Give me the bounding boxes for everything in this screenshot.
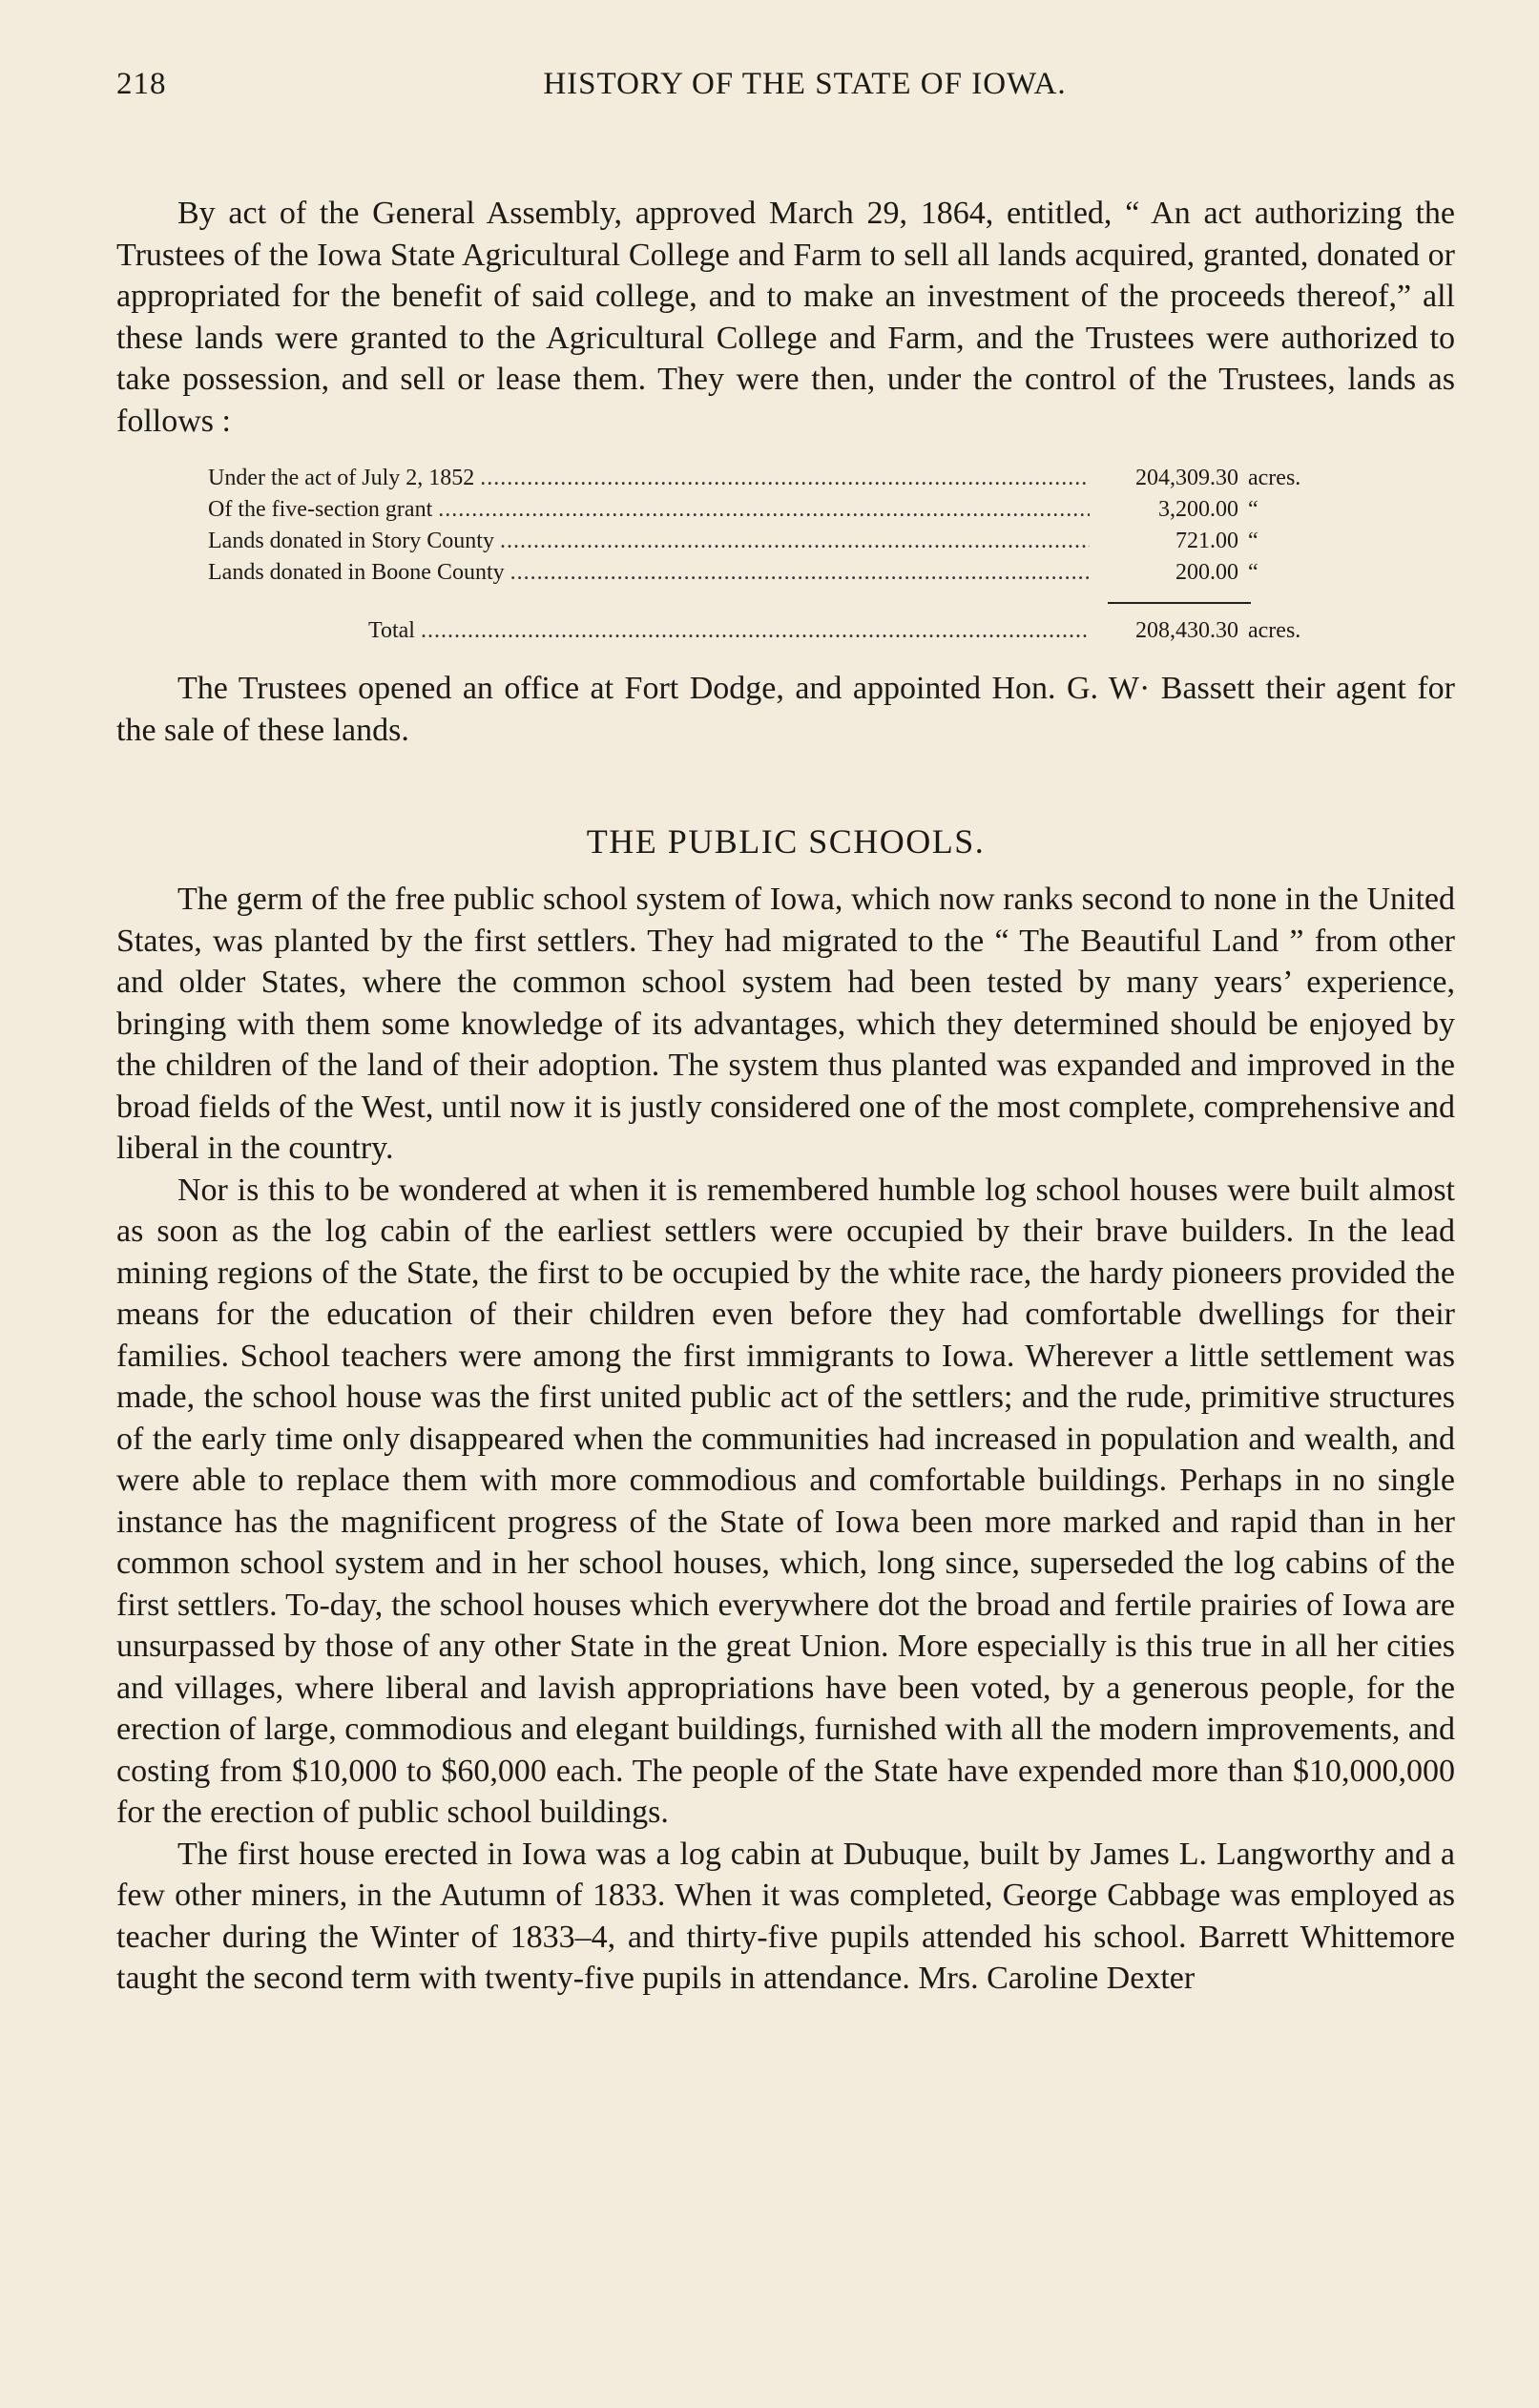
paragraph-log-school-houses: Nor is this to be wondered at when it is remembered humble log school houses were built almost as soon as the log cabin of the earliest settlers were occupied by their brave builders. In the lead mining regions of the State, the first to be occupied by the white race, the hardy pioneers provided the means for the education of their children even before they had comfortable dwellings for their families. School teachers were among the first immigrants to Iowa. Wherever a little settlement was made, the school house was the first united public act of the settlers; and the rude, primitive structures of the early time only disappeared when the communities had increased in population and wealth, and were able to replace them with more commodious and comfortable buildings. Perhaps in no single instance has the magnificent progress of the State of Iowa been more marked and rapid than in her common school system and in her school houses, which, long since, superseded the log cabins of the first settlers. To-day, the school houses which everywhere dot the broad and fertile prairies of Iowa are unsurpassed by those of any other State in the great Union. More especially is this true in all her cities and villages, where liberal and lavish appropriations have been voted, by a generous people, for the erection of large, commodious and elegant buildings, furnished with all the modern improvements, and costing from $10,000 to $60,000 each. The people of the State have expended more than $10,000,000 for the erection of public school buildings. <box>116 1172 1455 1830</box>
row-unit: “ <box>1248 529 1258 553</box>
dot-leader <box>510 557 1090 589</box>
total-amount: 208,430.30 <box>1135 618 1238 643</box>
row-label: Lands donated in Boone County <box>208 560 505 585</box>
running-head <box>116 55 1455 113</box>
paragraph-fort-dodge-office: The Trustees opened an office at Fort Dodge, and appointed Hon. G. W· Bassett their agent for the sale of these lands. <box>116 671 1455 748</box>
section-heading: THE PUBLIC SCHOOLS. <box>586 822 986 861</box>
total-unit: acres. <box>1248 618 1301 643</box>
table-row <box>208 557 1353 589</box>
row-label: Under the act of July 2, 1852 <box>208 466 475 490</box>
paragraph-agricultural-college-act: By act of the General Assembly, approved March 29, 1864, entitled, “ An act authorizing the Trustees of the Iowa State Agricultural College and Farm to sell all lands acquired, granted, donated or appropriated for the benefit of said college, and to make an investment of the proceeds thereof,” all these lands were granted to the Agricultural College and Farm, and the Trustees were authorized to take possession, and sell or lease them. They were then, under the control of the Trustees, lands as follows : <box>116 196 1455 439</box>
row-amount: 200.00 <box>1175 560 1238 585</box>
table-row <box>208 494 1353 526</box>
row-amount: 3,200.00 <box>1158 497 1238 522</box>
table-row <box>208 463 1353 494</box>
total-label: Total <box>368 618 415 643</box>
row-unit: acres. <box>1248 466 1301 490</box>
running-title: HISTORY OF THE STATE OF IOWA. <box>543 67 1067 101</box>
dot-leader <box>500 526 1090 557</box>
dot-leader <box>421 615 1090 647</box>
paragraph-first-schoolhouse: The first house erected in Iowa was a log cabin at Dubuque, built by James L. Langworthy and a few other miners, in the Autumn of 1833. When it was completed, George Cabbage was employed as teacher during the Winter of 1833–4, and thirty-five pupils attended his school. Barrett Whittemore taught the second term with twenty-five pupils in attendance. Mrs. Caroline Dexter <box>116 1836 1455 1996</box>
dot-leader <box>438 494 1090 526</box>
row-label: Of the five-section grant <box>208 497 433 522</box>
table-total-row <box>208 615 1353 647</box>
dot-leader <box>480 463 1090 494</box>
row-amount: 204,309.30 <box>1135 466 1238 490</box>
page-number: 218 <box>116 67 167 101</box>
row-label: Lands donated in Story County <box>208 529 494 553</box>
row-unit: “ <box>1248 560 1258 585</box>
land-acreage-table <box>208 463 1353 647</box>
paragraph-school-system-origin: The germ of the free public school system of Iowa, which now ranks second to none in the United States, was planted by the first settlers. They had migrated to the “ The Beautiful Land ” from other and older States, where the common school system had been tested by many years’ experience, bringing with them some knowledge of its advantages, which they determined should be enjoyed by the children of the land of their adoption. The system thus planted was expanded and improved in the broad fields of the West, until now it is justly considered one of the most complete, comprehensive and liberal in the country. <box>116 882 1455 1166</box>
table-row <box>208 526 1353 557</box>
sum-rule <box>1108 602 1251 604</box>
row-unit: “ <box>1248 497 1258 522</box>
row-amount: 721.00 <box>1175 529 1238 553</box>
